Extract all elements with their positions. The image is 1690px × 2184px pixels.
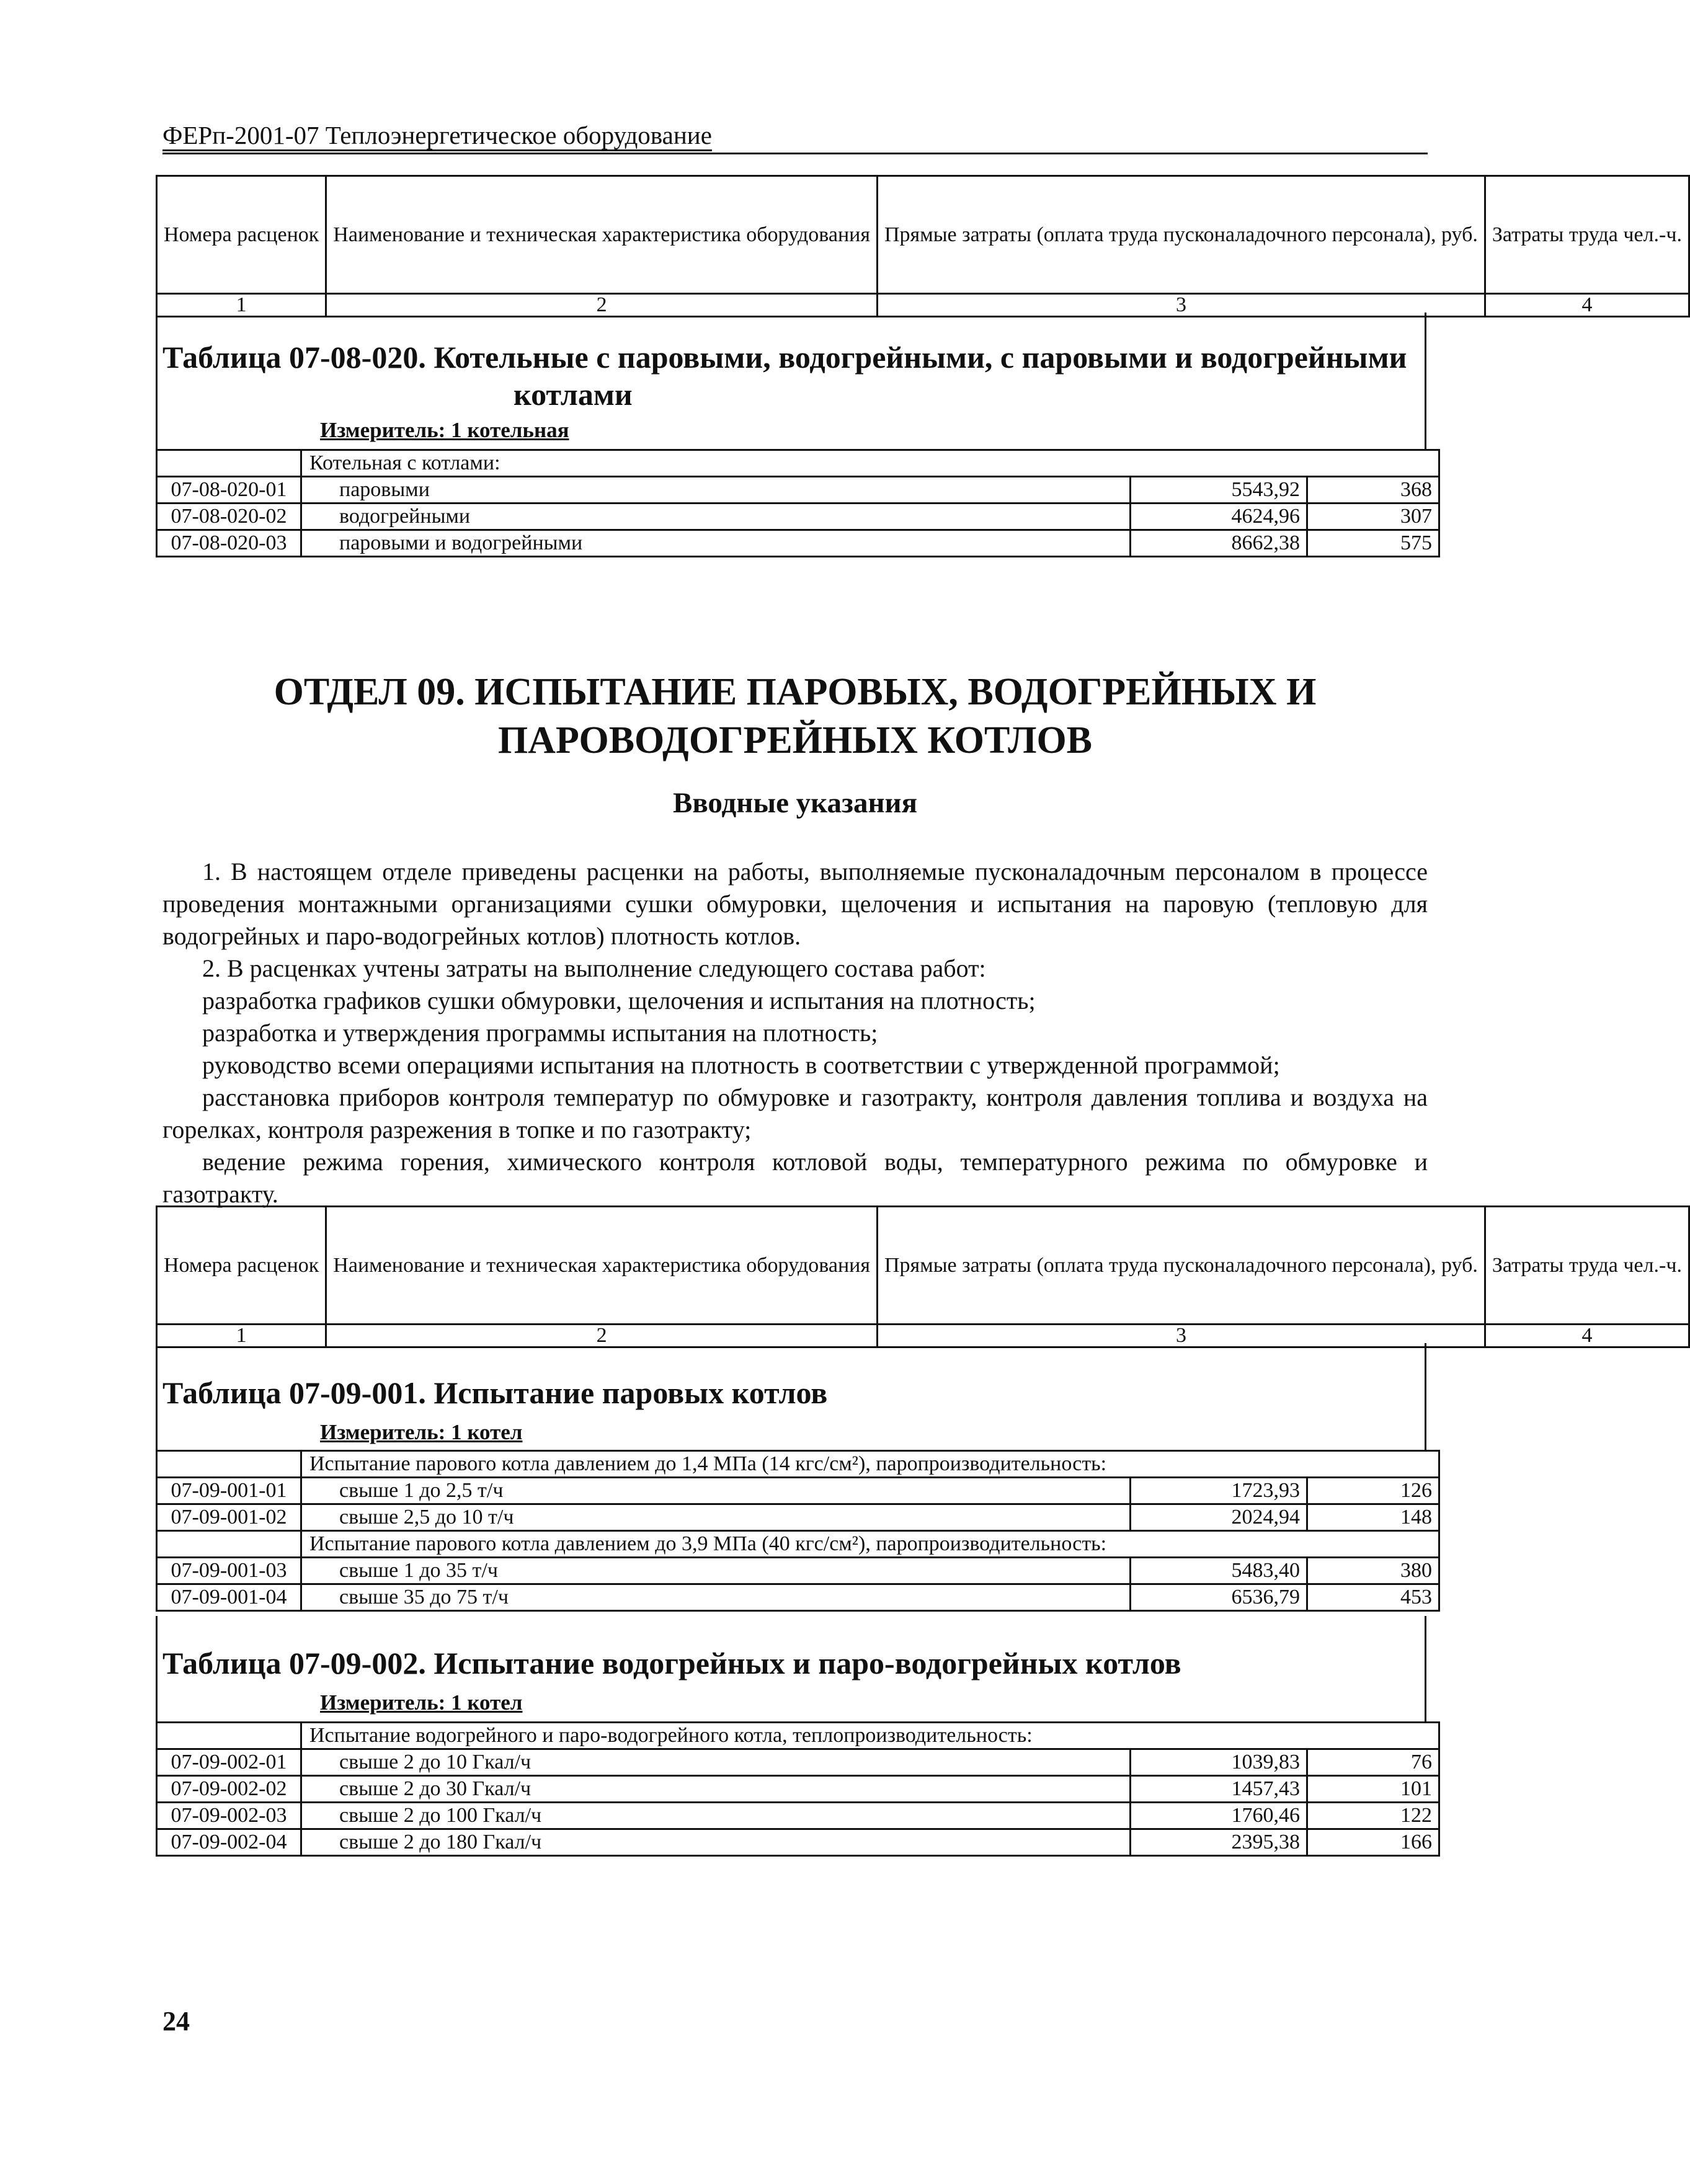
table-row: 07-09-002-04 свыше 2 до 180 Гкал/ч 2395,38 166 [157,1829,1439,1856]
table-title: Таблица 07-09-002. Испытание водогрейных и паро-водогрейных котлов [162,1646,1181,1680]
col-number: 2 [326,294,878,317]
table-07-08-020 [156,449,1440,557]
paragraph: разработка графиков сушки обмуровки, щелочения и испытания на плотность; [202,987,1036,1014]
table-row: 07-09-001-04 свыше 35 до 75 т/ч 6536,79 453 [157,1584,1439,1611]
table-07-09-002 [156,1721,1440,1857]
group-label: Испытание парового котла давлением до 1,4 МПа (14 кгс/см²), паропроизводительность: [301,1451,1439,1478]
table-title: Таблица 07-08-020. Котельные с паровыми, водогрейными, с паровыми и водогрейными [162,340,1407,375]
col-number: 1 [157,1325,326,1347]
document-title: ФЕРп-2001-07 Теплоэнергетическое оборудование [162,122,712,151]
table-row: 07-09-002-02 свыше 2 до 30 Гкал/ч 1457,43 101 [157,1776,1439,1803]
col-number: 4 [1485,294,1689,317]
section-title: ОТДЕЛ 09. ИСПЫТАНИЕ ПАРОВЫХ, ВОДОГРЕЙНЫХ И ПАРОВОДОГРЕЙНЫХ КОТЛОВ [274,671,1317,761]
measure-unit: Измеритель: 1 котел [320,1690,523,1715]
table-row: 07-09-001-01 свыше 1 до 2,5 т/ч 1723,93 126 [157,1478,1439,1504]
col-header-labor: Затраты труда чел.-ч. [1485,176,1689,294]
paragraph: разработка и утверждения программы испытания на плотность; [202,1019,878,1047]
page-number: 24 [162,2006,190,2036]
col-number: 1 [157,294,326,317]
intro-heading: Вводные указания [672,787,918,819]
col-header-labor: Затраты труда чел.-ч. [1485,1207,1689,1325]
table-title: Таблица 07-09-001. Испытание паровых котлов [162,1375,828,1410]
column-header-table-2 [156,1205,1690,1348]
intro-text [162,856,1428,1210]
table-row: 07-09-002-03 свыше 2 до 100 Гкал/ч 1760,46 122 [157,1803,1439,1829]
page-header [162,122,1428,154]
measure-unit: Измеритель: 1 котел [320,1420,523,1444]
table-07-09-001 [156,1450,1440,1612]
col-header-name: Наименование и техническая характеристика оборудования [326,1207,878,1325]
table-row: 07-09-002-01 свыше 2 до 10 Гкал/ч 1039,83 76 [157,1749,1439,1776]
col-header-name: Наименование и техническая характеристика оборудования [326,176,878,294]
paragraph: ведение режима горения, химического контроля котловой воды, температурного режима по обмуровке и газотракту. [162,1148,1428,1208]
col-header-cost: Прямые затраты (оплата труда пусконаладочного персонала), руб. [878,176,1485,294]
group-label: Испытание водогрейного и паро-водогрейного котла, теплопроизводительность: [301,1723,1439,1749]
table-row: 07-08-020-03 паровыми и водогрейными 8662,38 575 [157,530,1439,557]
col-number: 3 [878,294,1485,317]
table-07-08-020-heading [156,313,1426,449]
paragraph: расстановка приборов контроля температур по обмуровке и газотракту, контроля давления топлива и воздуха на горелках, контроля разрежения в топке и по газотракту; [162,1083,1428,1143]
table-row: 07-08-020-02 водогрейными 4624,96 307 [157,504,1439,530]
paragraph: руководство всеми операциями испытания на плотность в соответствии с утвержденной программой; [202,1051,1280,1079]
table-title-cont: котлами [514,377,633,412]
measure-unit: Измеритель: 1 котельная [320,418,569,442]
group-label: Котельная с котлами: [301,450,1439,477]
table-07-09-001-heading [156,1343,1426,1451]
table-row: 07-08-020-01 паровыми 5543,92 368 [157,477,1439,504]
paragraph: 2. В расценках учтены затраты на выполнение следующего состава работ: [202,954,986,982]
col-header-codes: Номера расценок [157,1207,326,1325]
col-number: 2 [326,1325,878,1347]
paragraph: 1. В настоящем отделе приведены расценки на работы, выполняемые пусконаладочным персоналом в процессе проведения монтажными организациями сушки обмуровки, щелочения и испытания на паровую (тепловую для водогрейных и паро-водогрейных котлов) плотность котлов. [162,858,1428,950]
table-07-09-002-heading [156,1616,1426,1721]
column-header-table-1 [156,175,1690,317]
group-label: Испытание парового котла давлением до 3,9 МПа (40 кгс/см²), паропроизводительность: [301,1531,1439,1558]
table-row: 07-09-001-02 свыше 2,5 до 10 т/ч 2024,94 148 [157,1504,1439,1531]
col-number: 3 [878,1325,1485,1347]
table-row: 07-09-001-03 свыше 1 до 35 т/ч 5483,40 380 [157,1558,1439,1584]
col-header-codes: Номера расценок [157,176,326,294]
col-number: 4 [1485,1325,1689,1347]
col-header-cost: Прямые затраты (оплата труда пусконаладочного персонала), руб. [878,1207,1485,1325]
